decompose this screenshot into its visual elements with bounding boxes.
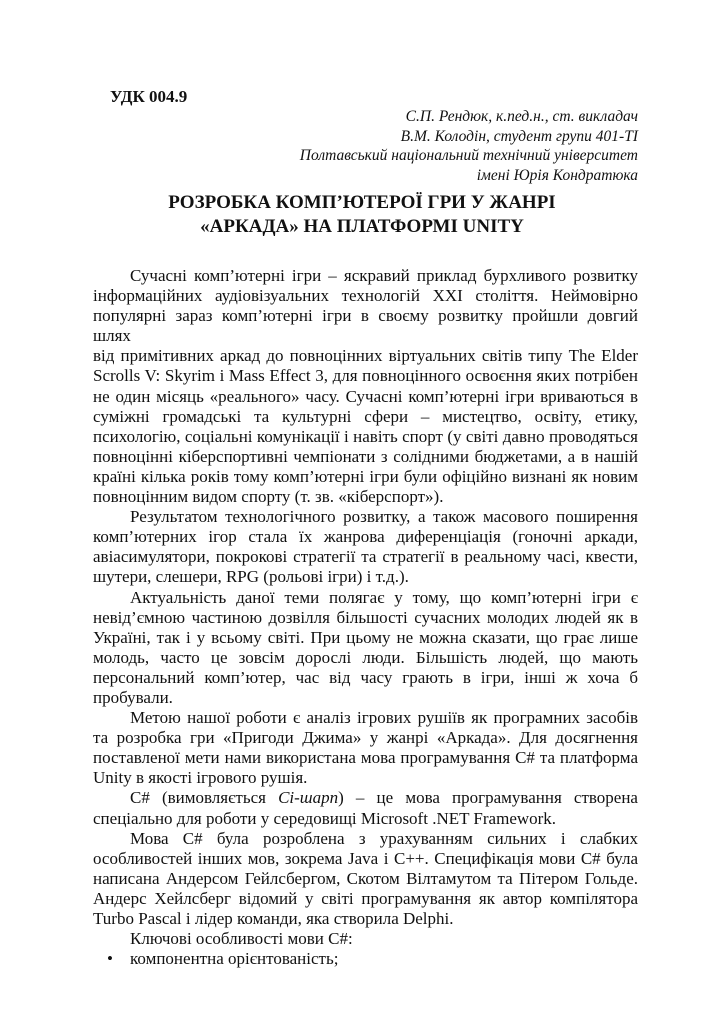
affiliation-line: Полтавський національний технічний університет bbox=[299, 147, 638, 164]
text-line: Результатом технологічного розвитку, а також масового поширення bbox=[130, 507, 638, 527]
text-line: Метою нашої роботи є аналіз ігрових рушіїв як програмних засобів bbox=[130, 708, 638, 728]
paragraph bbox=[93, 507, 638, 587]
author-line: В.М. Колодін, студент групи 401-ТІ bbox=[400, 127, 638, 145]
paragraph bbox=[93, 708, 638, 788]
text-line bbox=[93, 788, 638, 808]
authors-block bbox=[300, 107, 638, 185]
text-line: написана Андерсом Гейлсбергом, Скотом Вілтамутом та Пітером Гольде. bbox=[93, 868, 638, 888]
text-line: Україні, так і у всьому світі. При цьому не можна сказати, що грає лише bbox=[93, 627, 638, 647]
text-line: персональний комп’ютер, час від часу грають в ігри, інші ж хоча б bbox=[93, 667, 638, 687]
paragraph bbox=[93, 266, 638, 507]
text-line: спеціально для роботи у середовищі Microsoft .NET Framework. bbox=[93, 808, 557, 828]
text-line: Андерс Хейлсберг відомий у світі програмування як автор компілятора bbox=[93, 888, 638, 908]
bullet-text: компонентна орієнтованість; bbox=[130, 949, 339, 969]
text-line: Актуальність даної теми полягає у тому, що комп’ютерні ігри є bbox=[130, 587, 638, 607]
text-line: Сучасні комп’ютерні ігри – яскравий приклад бурхливого розвитку bbox=[130, 266, 638, 285]
bullet-item bbox=[93, 949, 638, 969]
text-line: країні кілька років тому комп’ютерні ігри були офіційно визнані як новим bbox=[93, 466, 638, 486]
text-line: популярні зараз комп’ютерні ігри в своєму розвитку пройшли довгий шлях bbox=[93, 306, 638, 346]
title-line: РОЗРОБКА КОМП’ЮТЕРОЇ ГРИ У ЖАНРІ bbox=[168, 192, 556, 213]
text-line: інформаційних аудіовізуальних технологій XXI століття. Неймовірно bbox=[93, 286, 638, 306]
italic-term: Сі-шарп bbox=[278, 788, 339, 808]
title-line: «АРКАДА» НА ПЛАТФОРМІ UNITY bbox=[200, 216, 524, 237]
text-line: Scrolls V: Skyrim і Mass Effect 3, для повноцінного освоєння яких потрібен bbox=[93, 366, 638, 386]
article-body bbox=[93, 266, 638, 969]
text-line: та розробка гри «Пригоди Джима» у жанрі «Аркада». Для досягнення bbox=[93, 728, 638, 748]
text-line: Ключові особливості мови C#: bbox=[130, 929, 353, 949]
text-line: повноцінні кіберспортивні чемпіонати з солідними бюджетами, а в нашій bbox=[93, 446, 638, 466]
article-title bbox=[0, 191, 724, 239]
text-line: особливостей інших мов, зокрема Java і C++. Специфікація мови C# була bbox=[93, 848, 638, 868]
text-span: C# (вимовляється bbox=[130, 788, 279, 808]
text-line: суміжні громадські та культурні сфери – мистецтво, освіту, етику, bbox=[93, 406, 638, 426]
text-line: молодь, часто це зовсім дорослі люди. Більшість людей, що мають bbox=[93, 647, 638, 667]
text-line: авіасимулятори, покрокові стратегії та стратегії в реальному часі, квести, bbox=[93, 547, 638, 567]
text-line: невід’ємною частиною дозвілля більшості сучасних молодих людей як в bbox=[93, 607, 638, 627]
text-line: комп’ютерних ігор стала їх жанрова диференціація (гоночні аркади, bbox=[93, 527, 638, 547]
author-line: С.П. Рендюк, к.пед.н., ст. викладач bbox=[405, 108, 638, 125]
affiliation-line: імені Юрія Кондратюка bbox=[476, 166, 638, 184]
text-line: пробували. bbox=[93, 687, 173, 707]
text-line: Мова C# була розроблена з урахуванням сильних і слабких bbox=[130, 828, 638, 848]
text-line: не один місяць «реального» часу. Сучасні комп’ютерні ігри вриваються в bbox=[93, 386, 638, 406]
paragraph bbox=[93, 788, 638, 828]
text-line: Turbo Pascal і лідер команди, яка створила Delphi. bbox=[93, 909, 454, 928]
text-line: повноцінним видом спорту (т. зв. «кіберспорт»). bbox=[93, 487, 444, 507]
text-line: поставленої мети нами використана мова програмування C# та платформа bbox=[93, 748, 638, 768]
bullet-icon: • bbox=[107, 949, 113, 969]
text-span: ) – це мова програмування створена bbox=[338, 788, 638, 808]
paragraph bbox=[93, 588, 638, 709]
text-line: шутери, слешери, RPG (рольові ігри) і т.д.). bbox=[93, 567, 409, 587]
paragraph bbox=[93, 929, 638, 949]
paragraph bbox=[93, 829, 638, 929]
text-line: Unity в якості ігрового рушія. bbox=[93, 768, 308, 788]
text-line: психологію, соціальні комунікації і навіть спорт (у світі давно проводяться bbox=[93, 426, 638, 446]
udk-code: УДК 004.9 bbox=[110, 87, 188, 106]
text-line: від примітивних аркад до повноцінних віртуальних світів типу The Elder bbox=[93, 346, 638, 366]
